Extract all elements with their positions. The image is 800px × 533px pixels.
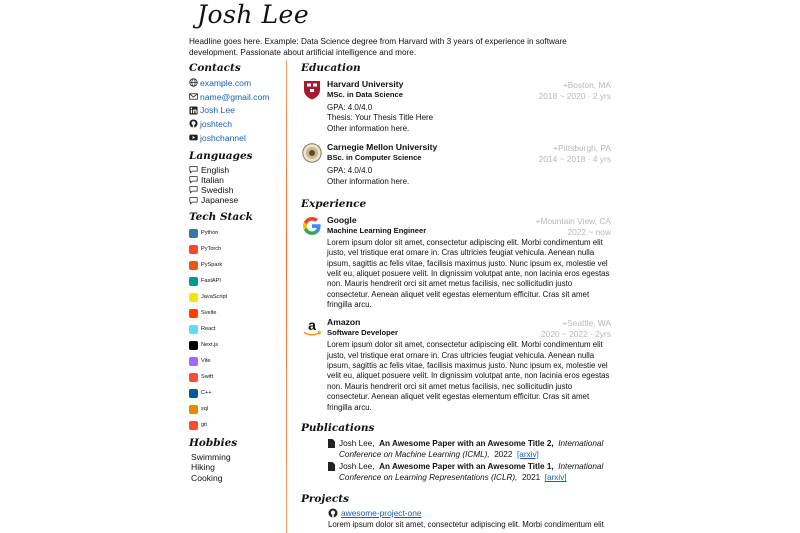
speech-bubble-icon (189, 185, 198, 194)
dates: 2014 ~ 2018 · 4 yrs (538, 153, 611, 164)
language-item (189, 164, 284, 174)
contact-email[interactable] (189, 90, 284, 104)
tech-logo-icon (189, 389, 198, 398)
google-logo-icon (301, 215, 323, 237)
tech-logo-icon (189, 341, 198, 350)
tech-label: git (201, 422, 207, 429)
tech-label: PyTorch (201, 246, 222, 253)
headline-text: Headline goes here. Example: Data Science degree from Harvard with 3 years of experience in software development. Passionate about artificial intelligence and more. (189, 37, 567, 57)
tech-item (189, 369, 284, 385)
language-label: Swedish (201, 184, 234, 195)
contact-linkedin-text[interactable]: Josh Lee (200, 105, 235, 116)
contact-youtube-text[interactable]: joshchannel (200, 132, 246, 143)
tech-item (189, 353, 284, 369)
project-item (328, 508, 613, 518)
location-text: Boston, MA (567, 80, 611, 90)
publications-list (301, 438, 613, 484)
contacts-list (189, 76, 284, 144)
publications-heading: Publications (301, 421, 375, 434)
language-item (189, 175, 284, 185)
job-description: Lorem ipsum dolor sit amet, consectetur adipiscing elit. Morbi condimentum elit justo, vel tristique erat ornare in. Cras ultricies feugiat vehicula. Aenean nulla ipsum, sagittis ac felis vitae, facilisis maximus justo. Nunc ipsum ex, molestie vel velit eu, aliquet posuere velit. In dignissim volutpat ante, non lacinia eros egestas non. Mauris hendrerit orci sit amet metus facilisis, nec sollicitudin justo consectetur. Aenean aliquet velit egestas elementum efficitur. Cras sit amet fringilla arcu. (327, 238, 610, 310)
tech-item (189, 305, 284, 321)
tech-logo-icon (189, 421, 198, 430)
column-divider (286, 60, 287, 533)
tech-item (189, 225, 284, 241)
tech-item (189, 337, 284, 353)
publication-venue-b: Conference on Machine Learning (ICML), (339, 450, 490, 460)
tech-label: Python (201, 230, 219, 237)
email-icon (189, 92, 198, 101)
publication-item (301, 438, 613, 460)
tech-item (189, 321, 284, 337)
experience-entry (301, 215, 613, 310)
education-heading: Education (301, 62, 361, 74)
location-text: Seattle, WA (567, 318, 611, 329)
experience-entry (301, 317, 613, 412)
education-details (327, 103, 613, 134)
svg-text:a: a (308, 317, 316, 334)
arxiv-link[interactable]: [arxiv] (544, 473, 567, 483)
tech-label: JavaScript (201, 294, 228, 301)
dates: 2018 ~ 2020 · 2 yrs (538, 90, 611, 101)
speech-bubble-icon (189, 165, 198, 174)
tech-label: FastAPI (201, 278, 221, 285)
tech-label: sql (201, 406, 209, 413)
publication-venue-a: International (558, 462, 604, 472)
publication-title: An Awesome Paper with an Awesome Title 2, (379, 438, 554, 448)
tech-label: Next.js (201, 342, 219, 349)
contacts-heading: Contacts (189, 62, 241, 74)
hobbies-heading: Hobbies (189, 437, 238, 450)
projects-heading: Projects (301, 492, 350, 505)
projects-list (301, 508, 613, 530)
dates: 2020 ~ 2022 · 2yrs (540, 329, 611, 340)
tech-logo-icon (189, 357, 198, 366)
tech-stack-heading: Tech Stack (189, 211, 253, 224)
hobbies-list (189, 452, 284, 483)
left-column (189, 62, 284, 483)
school-name: Harvard University (327, 79, 404, 89)
publication-venue-a: International (558, 438, 604, 448)
language-item (189, 195, 284, 205)
tech-logo-icon (189, 293, 198, 302)
experience-heading: Experience (301, 198, 367, 211)
tech-item (189, 401, 284, 417)
hobby-item: Hiking (191, 462, 215, 473)
location-pin-icon: ⌖ (535, 216, 541, 227)
tech-item (189, 385, 284, 401)
detail-line: Other information here. (327, 176, 410, 186)
job-title: Machine Learning Engineer (327, 226, 427, 236)
project-description: Lorem ipsum dolor sit amet, consectetur adipiscing elit. Morbi condimentum elit (328, 519, 604, 529)
job-title: Software Developer (327, 328, 398, 338)
language-item (189, 185, 284, 195)
contact-github-text[interactable]: joshtech (200, 118, 233, 129)
hobby-item: Swimming (191, 452, 231, 463)
location (541, 318, 611, 329)
youtube-icon (189, 133, 198, 142)
languages-heading: Languages (189, 150, 253, 163)
publication-item (301, 461, 613, 483)
tech-logo-icon (189, 325, 198, 334)
experience-meta (536, 216, 611, 237)
degree: MSc. in Data Science (327, 90, 403, 99)
tech-label: PySpark (201, 262, 223, 269)
contact-website-text[interactable]: example.com (200, 77, 252, 88)
tech-item (189, 273, 284, 289)
publication-venue-b: Conference on Learning Representations (ICLR), (339, 473, 518, 483)
tech-logo-icon (189, 373, 198, 382)
project-link[interactable]: awesome-project-one (341, 507, 422, 518)
linkedin-icon (189, 106, 198, 115)
detail-line: Other information here. (327, 123, 410, 133)
tech-logo-icon (189, 229, 198, 238)
education-details (327, 166, 613, 187)
tech-logo-icon (189, 405, 198, 414)
education-meta (539, 143, 611, 164)
language-label: Italian (201, 174, 224, 185)
tech-item (189, 257, 284, 273)
education-meta (539, 80, 611, 101)
tech-label: Vite (201, 358, 211, 365)
publication-author: Josh Lee, (339, 438, 375, 448)
tech-label: Swift (201, 374, 214, 381)
contact-website[interactable] (189, 76, 284, 90)
dates: 2022 ~ now (567, 226, 611, 237)
speech-bubble-icon (189, 175, 198, 184)
tech-label: React (201, 326, 216, 333)
location-pin-icon: ⌖ (553, 143, 559, 154)
experience-meta (541, 318, 611, 339)
education-entry (301, 79, 613, 134)
hobby-item: Cooking (191, 472, 223, 483)
tech-label: Svelte (201, 310, 217, 317)
publication-title: An Awesome Paper with an Awesome Title 1, (379, 462, 554, 472)
contact-youtube[interactable] (189, 131, 284, 145)
tech-item (189, 241, 284, 257)
tech-item (189, 417, 284, 433)
company-name: Amazon (327, 317, 361, 328)
contact-github[interactable] (189, 117, 284, 131)
location (539, 143, 611, 154)
publication-year: 2021 (521, 473, 541, 483)
location-pin-icon: ⌖ (562, 80, 568, 90)
tech-stack-list (189, 225, 284, 433)
language-label: English (201, 164, 230, 175)
document-icon (328, 461, 336, 483)
detail-line: Thesis: Your Thesis Title Here (327, 113, 434, 123)
tech-item (189, 289, 284, 305)
location (539, 80, 611, 91)
arxiv-link[interactable]: [arxiv] (516, 450, 539, 460)
tech-logo-icon (189, 245, 198, 254)
school-name: Carnegie Mellon University (327, 142, 438, 153)
right-column (301, 62, 613, 530)
tech-logo-icon (189, 277, 198, 286)
speech-bubble-icon (189, 196, 198, 205)
languages-list (189, 164, 284, 205)
cmu-logo-icon (301, 142, 323, 164)
degree: BSc. in Computer Science (327, 153, 422, 163)
company-name: Google (327, 215, 357, 226)
publication-author: Josh Lee, (339, 462, 375, 472)
github-icon (189, 119, 198, 128)
tech-logo-icon (189, 261, 198, 270)
resume-name: Josh Lee (197, 0, 310, 29)
job-description: Lorem ipsum dolor sit amet, consectetur adipiscing elit. Morbi condimentum elit justo, vel tristique erat ornare in. Cras ultricies feugiat vehicula. Aenean nulla ipsum, sagittis ac felis vitae, facilisis maximus justo. Nunc ipsum ex, molestie vel velit eu, aliquet posuere velit. In dignissim volutpat ante, non lacinia eros egestas non. Mauris hendrerit orci sit amet metus facilisis, nec sollicitudin justo consectetur. Aenean aliquet velit egestas elementum efficitur. Cras sit amet fringilla arcu. (327, 340, 610, 412)
detail-line: GPA: 4.0/4.0 (327, 166, 373, 176)
location-pin-icon: ⌖ (562, 318, 568, 329)
location-text: Pittsburgh, PA (558, 143, 611, 154)
tech-label: C++ (201, 390, 212, 397)
github-icon (328, 508, 338, 518)
document-icon (328, 438, 336, 460)
globe-icon (189, 78, 198, 87)
harvard-logo-icon (301, 79, 323, 101)
contact-email-text[interactable]: name@gmail.com (200, 91, 270, 102)
contact-linkedin[interactable] (189, 103, 284, 117)
education-entry (301, 142, 613, 187)
language-label: Japanese (201, 195, 239, 206)
publication-year: 2022 (494, 450, 513, 460)
detail-line: GPA: 4.0/4.0 (327, 103, 373, 112)
location-text: Mountain View, CA (540, 216, 611, 227)
amazon-logo-icon (301, 317, 323, 339)
tech-logo-icon (189, 309, 198, 318)
location (536, 216, 611, 227)
